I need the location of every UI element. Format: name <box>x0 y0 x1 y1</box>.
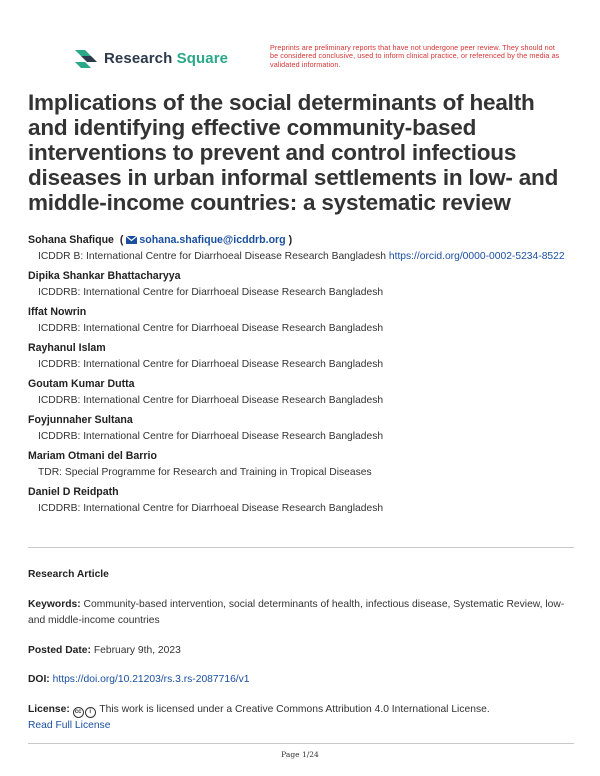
author-affiliation: ICDDRB: International Centre for Diarrhoeal Disease Research Bangladesh <box>38 431 384 442</box>
author-name: Sohana Shafique <box>28 234 114 246</box>
author-1 <box>28 232 576 265</box>
author-name: Foyjunnaher Sultana <box>28 414 133 426</box>
footer-divider <box>28 743 574 744</box>
author-email-open-paren: ( <box>116 234 124 246</box>
author-name: Iffat Nowrin <box>28 306 87 318</box>
author-4 <box>28 340 576 373</box>
brand-name <box>104 50 228 67</box>
page-number: Page 1/24 <box>281 750 319 759</box>
author-name: Daniel D Reidpath <box>28 486 119 498</box>
header <box>0 0 600 80</box>
author-5 <box>28 376 576 409</box>
author-name: Dipika Shankar Bhattacharyya <box>28 270 181 282</box>
keywords <box>28 597 576 629</box>
author-affiliation: ICDDRB: International Centre for Diarrhoeal Disease Research Bangladesh <box>38 395 384 406</box>
posted-date <box>28 643 576 659</box>
doi <box>28 672 576 688</box>
author-2 <box>28 268 576 301</box>
research-square-logo[interactable] <box>75 48 228 68</box>
author-7 <box>28 448 576 481</box>
author-name-row <box>28 232 576 249</box>
doi-link[interactable]: https://doi.org/10.21203/rs.3.rs-2087716/v1 <box>52 674 250 685</box>
author-affiliation-text: ICDDR B: International Centre for Diarrhoeal Disease Research Bangladesh <box>38 251 386 262</box>
author-6 <box>28 412 576 445</box>
research-square-logo-icon <box>75 48 97 68</box>
author-email-close-paren: ) <box>288 234 293 246</box>
license-text: This work is licensed under a Creative Commons Attribution 4.0 International License. <box>99 704 490 715</box>
author-affiliation <box>28 249 576 265</box>
author-affiliation: ICDDRB: International Centre for Diarrhoeal Disease Research Bangladesh <box>38 503 384 514</box>
author-list <box>28 232 576 520</box>
author-8 <box>28 484 576 517</box>
article-type <box>28 567 576 583</box>
section-divider <box>28 547 574 548</box>
author-affiliation: ICDDRB: International Centre for Diarrhoeal Disease Research Bangladesh <box>38 359 384 370</box>
license <box>28 702 576 734</box>
read-full-license-link[interactable]: Read Full License <box>28 720 111 731</box>
license-label: License: <box>28 704 70 715</box>
keywords-value: Community-based intervention, social determinants of health, infectious disease, Systematic Review, low- and middle-income countries <box>28 599 565 626</box>
posted-date-value: February 9th, 2023 <box>93 645 181 656</box>
orcid-link[interactable]: https://orcid.org/0000-0002-5234-8522 <box>388 251 565 262</box>
article-title: Implications of the social determinants of health and identifying effective community-based interventions to prevent and control infectious diseases in urban informal settlements in low- and middle-income countries: a systematic review <box>28 90 559 215</box>
brand-secondary: Square <box>176 49 229 67</box>
author-email-link[interactable] <box>126 234 285 246</box>
author-3 <box>28 304 576 337</box>
author-name: Mariam Otmani del Barrio <box>28 450 157 462</box>
article-type-label: Research Article <box>28 569 109 580</box>
posted-date-label: Posted Date: <box>28 645 91 656</box>
preprint-disclaimer: Preprints are preliminary reports that have not undergone peer review. They should not be considered conclusive, used to inform clinical practice, or referenced by the media as validated information. <box>270 43 560 69</box>
author-email: sohana.shafique@icddrb.org <box>139 234 286 246</box>
author-affiliation: ICDDRB: International Centre for Diarrhoeal Disease Research Bangladesh <box>38 287 384 298</box>
author-name: Rayhanul Islam <box>28 342 106 354</box>
keywords-label: Keywords: <box>28 599 81 610</box>
author-affiliation: TDR: Special Programme for Research and Training in Tropical Diseases <box>38 467 372 478</box>
doi-label: DOI: <box>28 674 50 685</box>
author-name: Goutam Kumar Dutta <box>28 378 135 390</box>
creative-commons-icon: cc <box>73 707 84 718</box>
brand-primary: Research <box>104 49 173 67</box>
envelope-icon <box>126 236 137 244</box>
attribution-icon: i <box>85 707 96 718</box>
author-affiliation: ICDDRB: International Centre for Diarrhoeal Disease Research Bangladesh <box>38 323 384 334</box>
